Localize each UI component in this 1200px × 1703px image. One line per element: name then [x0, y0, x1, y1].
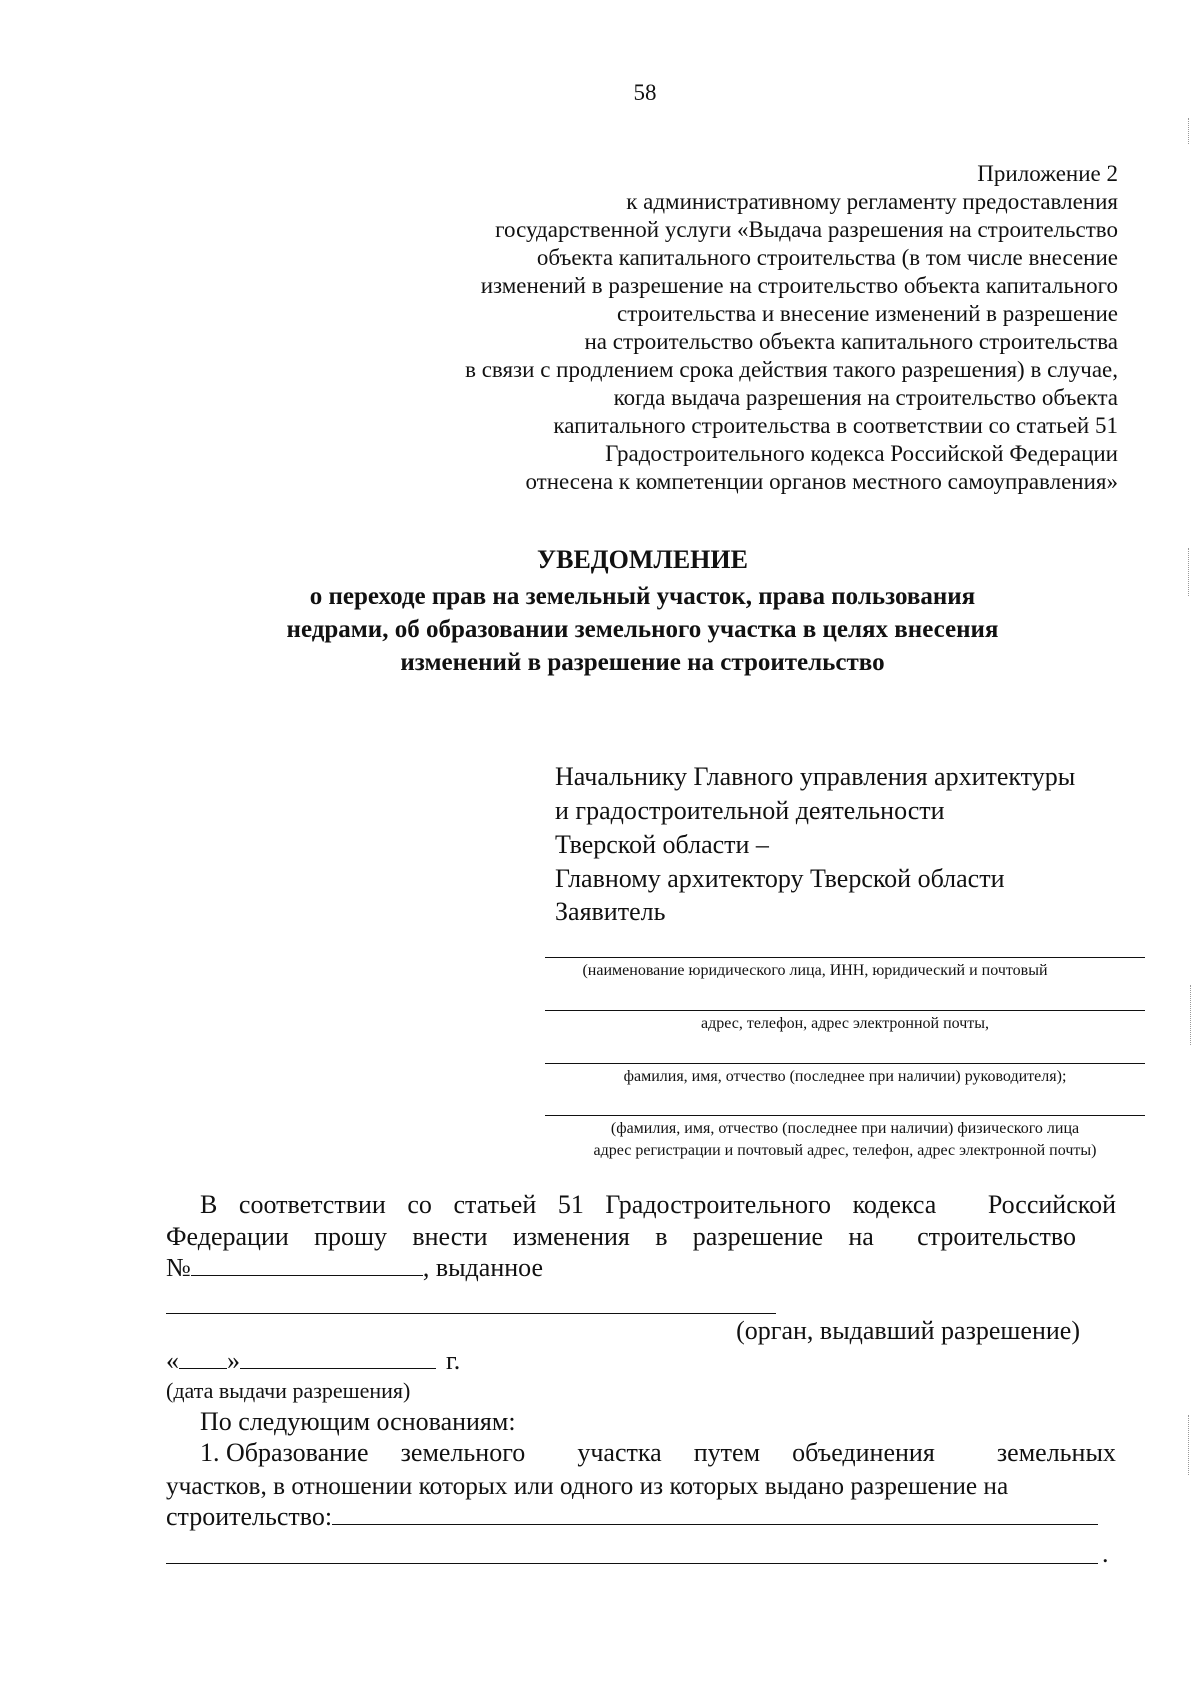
word: земельного: [400, 1438, 526, 1467]
appendix-line: государственной услуги «Выдача разрешения на строительство: [495, 217, 1118, 242]
recipient-line: Главному архитектору Тверской области: [555, 864, 1005, 893]
grounds-heading: По следующим основаниям:: [200, 1407, 516, 1436]
applicant-caption-2: адрес, телефон, адрес электронной почты,: [700, 1015, 990, 1032]
land-plots-field-continued[interactable]: [166, 1563, 1098, 1564]
scan-artifact: [1188, 1415, 1195, 1475]
applicant-caption-1: (наименование юридического лица, ИНН, юридический и почтовый: [582, 962, 1048, 979]
applicant-field-line-3[interactable]: [545, 1063, 1145, 1064]
grounds-item1-line3: [166, 1501, 1098, 1533]
appendix-line: строительства и внесение изменений в разрешение: [616, 301, 1118, 326]
word: изменения: [512, 1222, 630, 1251]
applicant-caption-3: фамилия, имя, отчество (последнее при наличии) руководителя);: [623, 1068, 1067, 1085]
page-number: 58: [633, 80, 657, 105]
request-line-2: [166, 1222, 1076, 1252]
appendix-line: отнесена к компетенции органов местного самоуправления»: [525, 469, 1118, 494]
year-suffix: г.: [446, 1346, 461, 1375]
word: прошу: [314, 1222, 388, 1251]
applicant-field-line-2[interactable]: [545, 1010, 1145, 1011]
number-sign: №: [166, 1253, 191, 1282]
subtitle-line: недрами, об образовании земельного участка в целях внесения: [286, 616, 999, 643]
word: путем: [693, 1438, 761, 1467]
appendix-line: капитального строительства в соответствии со статьей 51: [553, 413, 1118, 438]
word: на: [848, 1222, 874, 1251]
permit-date-row: [166, 1345, 460, 1377]
appendix-line: Градостроительного кодекса Российской Федерации: [605, 441, 1118, 466]
word: в: [655, 1222, 668, 1251]
permit-number-row: [166, 1252, 543, 1284]
word: Градостроительного: [605, 1190, 831, 1219]
date-close-quote: »: [227, 1346, 240, 1375]
recipient-block: [555, 760, 1075, 896]
construction-label: строительство:: [166, 1502, 333, 1531]
word: кодекса: [852, 1190, 937, 1219]
word: Российской: [987, 1190, 1116, 1219]
permit-month-field[interactable]: [240, 1346, 436, 1369]
word: внести: [412, 1222, 488, 1251]
issued-label: , выданное: [422, 1253, 544, 1282]
appendix-header: [465, 160, 1118, 496]
word: В: [200, 1190, 218, 1219]
recipient-line: Начальнику Главного управления архитектуры: [555, 762, 1076, 791]
grounds-item1-line2: участков, в отношении которых или одного из которых выдано разрешение на: [166, 1472, 1009, 1500]
permit-day-field[interactable]: [179, 1346, 227, 1369]
permit-date-caption: (дата выдачи разрешения): [166, 1378, 411, 1403]
appendix-line: объекта капитального строительства (в том числе внесение: [536, 245, 1118, 270]
appendix-line: Приложение 2: [977, 161, 1118, 186]
document-title: УВЕДОМЛЕНИЕ: [537, 545, 748, 574]
issuing-organ-field[interactable]: [166, 1313, 776, 1314]
permit-number-field[interactable]: [191, 1253, 423, 1276]
appendix-line: на строительство объекта капитального строительства: [584, 329, 1118, 354]
applicant-label: Заявитель: [555, 897, 666, 926]
request-line-1: [200, 1190, 1116, 1220]
applicant-field-line-1[interactable]: [545, 957, 1145, 958]
scan-artifact: [1188, 548, 1195, 596]
word: соответствии: [238, 1190, 386, 1219]
word: Федерации: [166, 1222, 289, 1251]
grounds-item1-line1: [200, 1438, 1116, 1468]
word: статьей: [453, 1190, 537, 1219]
word: 51: [557, 1190, 584, 1219]
recipient-line: Тверской области –: [555, 830, 769, 859]
applicant-field-line-4[interactable]: [545, 1115, 1145, 1116]
subtitle-line: о переходе прав на земельный участок, права пользования: [309, 583, 976, 610]
word: со: [407, 1190, 432, 1219]
appendix-line: изменений в разрешение на строительство объекта капитального: [480, 273, 1118, 298]
scan-artifact: [1188, 118, 1195, 144]
appendix-line: когда выдача разрешения на строительство объекта: [613, 385, 1118, 410]
word: объединения: [792, 1438, 935, 1467]
word: строительство: [917, 1222, 1076, 1251]
appendix-line: к административному регламенту предоставления: [626, 189, 1118, 214]
subtitle-line: изменений в разрешение на строительство: [400, 649, 885, 676]
word: разрешение: [692, 1222, 824, 1251]
applicant-caption-4a: (фамилия, имя, отчество (последнее при наличии) физического лица: [610, 1120, 1080, 1137]
document-subtitle: [0, 580, 1200, 679]
word: участка: [577, 1438, 662, 1467]
issuing-organ-caption: (орган, выдавший разрешение): [736, 1316, 1080, 1345]
word: 1. Образование: [200, 1438, 369, 1467]
land-plots-field[interactable]: [332, 1502, 1098, 1525]
applicant-caption-4b: адрес регистрации и почтовый адрес, телефон, адрес электронной почты): [593, 1142, 1097, 1159]
end-mark: .: [1102, 1539, 1109, 1568]
date-open-quote: «: [166, 1346, 179, 1375]
word: земельных: [996, 1438, 1116, 1467]
scan-artifact: [1190, 985, 1197, 1045]
recipient-line: и градостроительной деятельности: [555, 796, 945, 825]
appendix-line: в связи с продлением срока действия такого разрешения) в случае,: [465, 357, 1118, 382]
